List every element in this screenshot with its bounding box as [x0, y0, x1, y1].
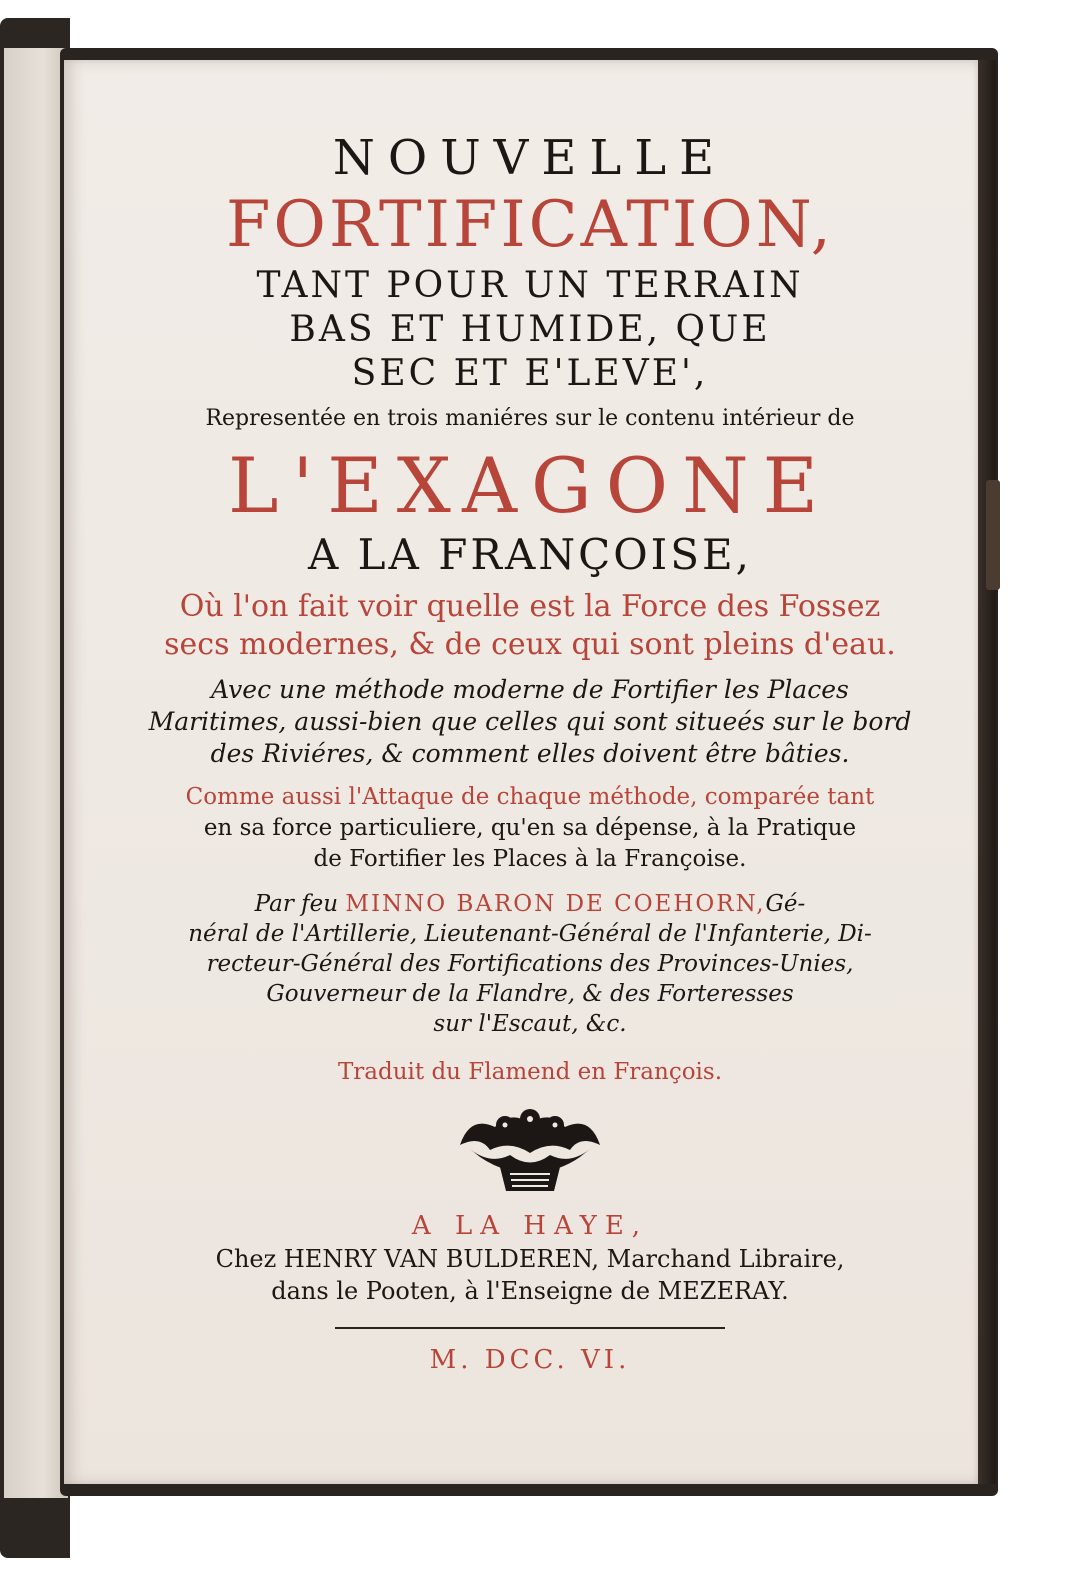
author-block	[100, 889, 960, 1039]
description-2-line-2: Maritimes, aussi-bien que celles qui sont situeés sur le bord	[148, 707, 912, 736]
description-3-line-1: Comme aussi l'Attaque de chaque méthode, comparée tant	[185, 784, 875, 810]
author-prefix: Par feu	[254, 891, 339, 917]
author-line-4: Gouverneur de la Flandre, & des Forteresses	[266, 981, 794, 1007]
author-line-5: sur l'Escaut, &c.	[433, 1011, 627, 1037]
title-line-exagone: L'EXAGONE	[227, 441, 833, 530]
author-name: MINNO BARON DE COEHORN,	[345, 891, 766, 917]
description-block-2	[100, 674, 960, 770]
description-3-line-2: en sa force particuliere, qu'en sa dépense, à la Pratique	[203, 815, 857, 841]
title-line-nouvelle: NOUVELLE	[332, 130, 728, 186]
author-suffix: Gé-	[765, 891, 806, 917]
description-3-line-3: de Fortifier les Places à la Françoise.	[313, 846, 747, 872]
description-2-line-3: des Riviéres, & comment elles doivent être bâties.	[210, 739, 850, 768]
description-1-line-2: secs modernes, & de ceux qui sont pleins d'eau.	[164, 627, 896, 662]
representee-line: Representée en trois maniéres sur le contenu intérieur de	[205, 406, 855, 431]
imprint-line-1: Chez HENRY VAN BULDEREN, Marchand Libraire,	[215, 1245, 845, 1273]
flower-basket-ornament-icon	[450, 1105, 610, 1195]
subtitle-line-2: BAS ET HUMIDE, QUE	[289, 309, 771, 350]
title-page-text	[100, 130, 960, 1377]
imprint-line-2: dans le Pooten, à l'Enseigne de MEZERAY.	[271, 1277, 789, 1305]
binding-tie	[986, 480, 1000, 590]
description-block-1	[100, 588, 960, 664]
imprint-rule	[335, 1327, 725, 1329]
subtitle-line-3: SEC ET E'LEVE',	[351, 353, 709, 394]
book-spine-edge	[978, 60, 996, 1484]
title-line-francoise: A LA FRANÇOISE,	[307, 530, 753, 579]
author-line-1	[100, 889, 960, 919]
author-line-2: néral de l'Artillerie, Lieutenant-Général de l'Infanterie, Di-	[188, 921, 872, 947]
facing-page-edge	[4, 48, 68, 1498]
subtitle-line-1: TANT POUR UN TERRAIN	[256, 265, 804, 306]
description-1-line-1: Où l'on fait voir quelle est la Force des Fossez	[179, 589, 881, 624]
translation-note: Traduit du Flamend en François.	[337, 1059, 723, 1085]
publication-date: M. DCC. VI.	[429, 1345, 631, 1375]
author-line-3: recteur-Général des Fortifications des Provinces-Unies,	[206, 951, 854, 977]
description-2-line-1: Avec une méthode moderne de Fortifier les Places	[211, 675, 849, 704]
title-line-fortification: FORTIFICATION,	[226, 188, 834, 262]
imprint-place: A LA HAYE,	[411, 1211, 649, 1241]
description-block-3	[100, 782, 960, 875]
